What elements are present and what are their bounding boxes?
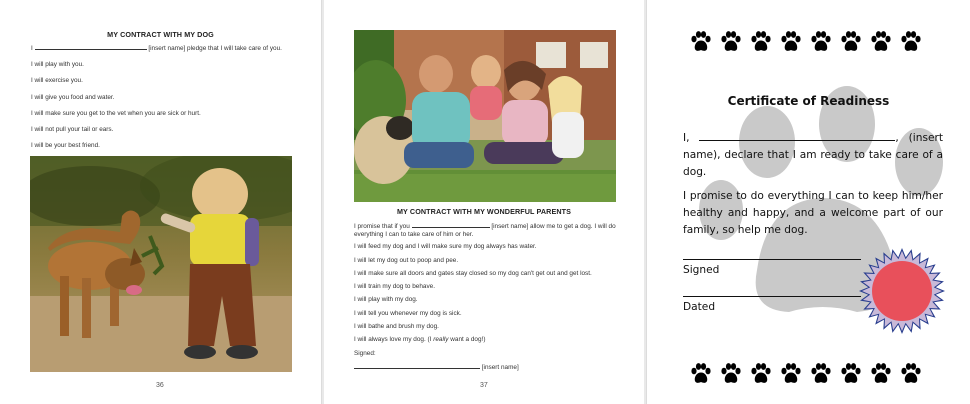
paw-icon <box>869 362 893 386</box>
certificate-page <box>646 0 970 404</box>
paw-icon <box>719 362 743 386</box>
pledge-line <box>31 44 282 52</box>
declaration-start: I, <box>683 132 690 144</box>
contract-line: I will exercise you. <box>31 77 83 84</box>
dated-label: Dated <box>683 301 716 313</box>
paw-icon <box>689 362 713 386</box>
love-extra-open: (I <box>427 336 434 343</box>
declaration-rest: name), declare that I am ready to take care of a dog. <box>683 149 943 178</box>
page-title: MY CONTRACT WITH MY DOG <box>107 30 214 39</box>
contract-line: I will bathe and brush my dog. <box>354 323 439 330</box>
contract-line: I will make sure all doors and gates stay closed so my dog can't get out and get lost. <box>354 270 592 277</box>
promise-end: [insert name] allow me to get a dog. I will do <box>491 223 616 230</box>
name-blank <box>35 44 147 50</box>
name-blank <box>699 131 895 141</box>
insert-name: [insert name] <box>481 364 519 371</box>
signature-line <box>354 363 519 371</box>
page-title: MY CONTRACT WITH MY WONDERFUL PARENTS <box>396 207 572 216</box>
paw-icon <box>809 362 833 386</box>
contract-line: I will tell you whenever my dog is sick. <box>354 310 462 317</box>
love-extra-italic: really <box>433 336 449 343</box>
love-text: I will always love my dog. <box>354 336 426 343</box>
signed-label: Signed: <box>354 350 376 357</box>
paw-icon <box>899 30 923 54</box>
paw-icon <box>779 30 803 54</box>
promise-start: I promise that if you <box>354 223 410 230</box>
bottom-paw-row <box>689 362 923 386</box>
paw-icon <box>839 362 863 386</box>
family-with-dog-illustration <box>354 30 616 202</box>
paw-icon <box>779 362 803 386</box>
contract-line: I will play with you. <box>31 61 84 68</box>
signed-line <box>683 259 861 260</box>
seal-icon <box>857 246 947 336</box>
promise-line <box>354 222 616 230</box>
contract-line: I will play with my dog. <box>354 296 418 303</box>
promise-paragraph: I promise to do everything I can to keep him/her healthy and happy, and a welcome part of our family, so help me dog. <box>683 190 943 236</box>
name-blank <box>412 222 490 228</box>
page-36 <box>0 0 322 404</box>
toddler-with-dog-photo <box>30 156 292 372</box>
paw-icon <box>839 30 863 54</box>
paw-icon <box>899 362 923 386</box>
dated-line <box>683 296 861 297</box>
pledge-start: I <box>31 45 33 52</box>
paw-icon <box>809 30 833 54</box>
signed-label: Signed <box>683 264 720 276</box>
certificate-title: Certificate of Readiness <box>727 94 890 108</box>
promise-continuation: everything I can to take care of him or her. <box>354 231 474 238</box>
paw-icon <box>869 30 893 54</box>
paw-icon <box>689 30 713 54</box>
love-line <box>354 336 485 343</box>
contract-line: I will feed my dog and I will make sure my dog always has water. <box>354 243 537 250</box>
declaration-end: , (insert <box>895 132 944 144</box>
signature-blank <box>354 363 480 369</box>
paw-icon <box>749 362 773 386</box>
top-paw-row <box>689 30 923 54</box>
contract-line: I will make sure you get to the vet when you are sick or hurt. <box>31 110 201 117</box>
pledge-end: [insert name] pledge that I will take care of you. <box>148 45 282 52</box>
contract-line: I will let my dog out to poop and pee. <box>354 257 459 264</box>
contract-line: I will be your best friend. <box>31 142 100 149</box>
contract-line: I will give you food and water. <box>31 94 115 101</box>
toddler-dog-illustration <box>30 156 292 372</box>
page-37 <box>324 0 644 404</box>
declaration-paragraph <box>683 130 943 181</box>
love-extra-close: want a dog!) <box>448 336 486 343</box>
page-number: 36 <box>156 382 164 389</box>
page-number: 37 <box>480 382 488 389</box>
family-photo <box>354 30 616 202</box>
contract-line: I will not pull your tail or ears. <box>31 126 114 133</box>
paw-icon <box>749 30 773 54</box>
paw-icon <box>719 30 743 54</box>
contract-line: I will train my dog to behave. <box>354 283 435 290</box>
